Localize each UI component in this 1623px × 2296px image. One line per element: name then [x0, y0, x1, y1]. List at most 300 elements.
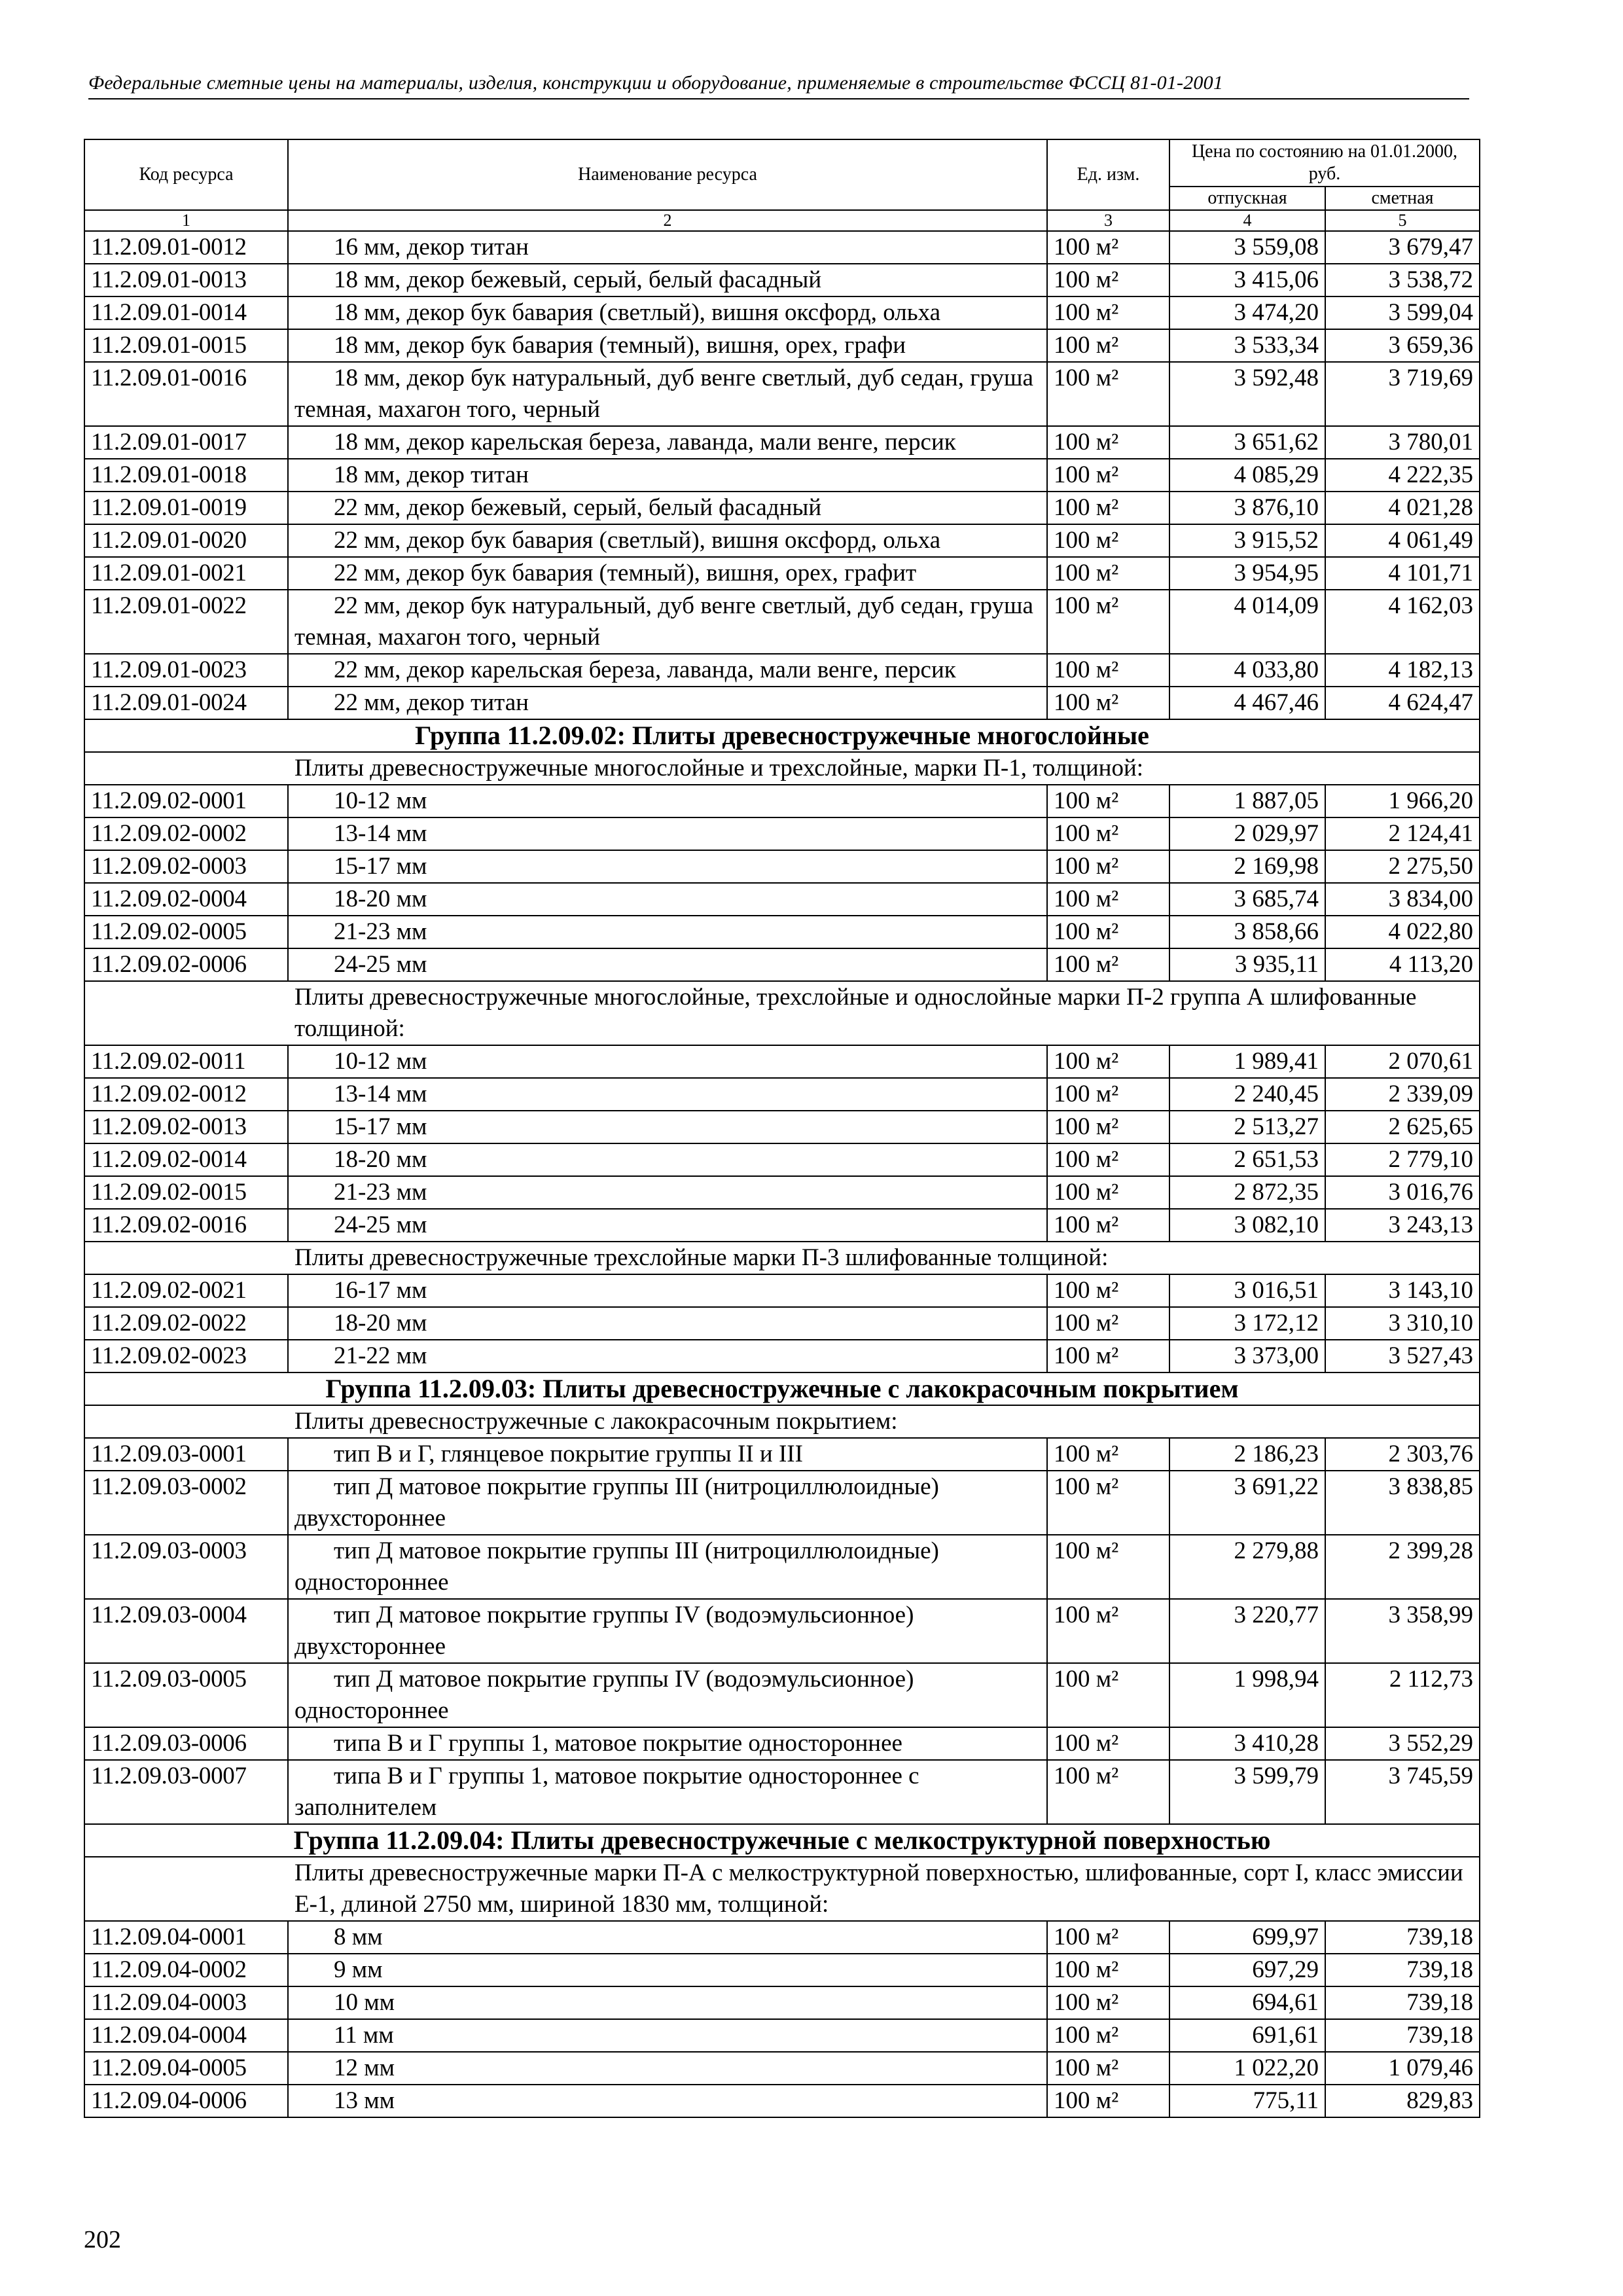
resource-name: [288, 1307, 1047, 1340]
resource-name-text: 18 мм, декор бук натуральный, дуб венге светлый, дуб седан, груша темная, махагон того, черный: [294, 364, 1033, 423]
unit: 100 м²: [1047, 850, 1169, 883]
resource-name: [288, 883, 1047, 916]
resource-code: 11.2.09.04-0001: [84, 1921, 288, 1954]
release-price: 2 651,53: [1169, 1143, 1325, 1176]
release-price: 3 474,20: [1169, 296, 1325, 329]
resource-code: 11.2.09.01-0020: [84, 524, 288, 557]
resource-name-text: тип Д матовое покрытие группы IV (водоэмульсионное) двухстороннее: [294, 1601, 914, 1660]
resource-name-text: 10 мм: [334, 1988, 395, 2016]
estimate-price: 4 061,49: [1325, 524, 1480, 557]
release-price: 3 858,66: [1169, 916, 1325, 948]
resource-name-text: 22 мм, декор титан: [334, 689, 529, 716]
resource-code: 11.2.09.01-0013: [84, 264, 288, 296]
table-row: [84, 883, 1480, 916]
subheading-row: [84, 1242, 1480, 1274]
estimate-price: 2 779,10: [1325, 1143, 1480, 1176]
resource-code: 11.2.09.02-0021: [84, 1274, 288, 1307]
group-heading-row: [84, 1372, 1480, 1405]
resource-code: 11.2.09.01-0015: [84, 329, 288, 362]
resource-code: 11.2.09.04-0006: [84, 2085, 288, 2117]
resource-code: 11.2.09.01-0022: [84, 590, 288, 654]
table-row: [84, 817, 1480, 850]
resource-code: 11.2.09.02-0015: [84, 1176, 288, 1209]
table-row: [84, 916, 1480, 948]
table-row: [84, 850, 1480, 883]
estimate-price: 739,18: [1325, 1921, 1480, 1954]
resource-code: 11.2.09.04-0004: [84, 2019, 288, 2052]
unit: 100 м²: [1047, 1471, 1169, 1535]
resource-code: 11.2.09.01-0014: [84, 296, 288, 329]
group-heading: Группа 11.2.09.02: Плиты древесностружечные многослойные: [84, 719, 1480, 752]
table-row: [84, 362, 1480, 426]
estimate-price: 739,18: [1325, 1954, 1480, 1986]
table-row: [84, 557, 1480, 590]
resource-name: [288, 654, 1047, 687]
estimate-price: 3 552,29: [1325, 1727, 1480, 1760]
estimate-price: 829,83: [1325, 2085, 1480, 2117]
resource-code: 11.2.09.02-0006: [84, 948, 288, 981]
release-price: 3 415,06: [1169, 264, 1325, 296]
release-price: 4 033,80: [1169, 654, 1325, 687]
estimate-price: 3 538,72: [1325, 264, 1480, 296]
table-row: [84, 1921, 1480, 1954]
unit: 100 м²: [1047, 687, 1169, 719]
resource-code: 11.2.09.04-0005: [84, 2052, 288, 2085]
resource-code: 11.2.09.01-0018: [84, 459, 288, 492]
resource-name-text: типа В и Г группы 1, матовое покрытие одностороннее с заполнителем: [294, 1762, 919, 1821]
table-row: [84, 2019, 1480, 2052]
table-row: [84, 1045, 1480, 1078]
estimate-price: 4 624,47: [1325, 687, 1480, 719]
unit: 100 м²: [1047, 785, 1169, 817]
estimate-price: 3 358,99: [1325, 1599, 1480, 1663]
unit: 100 м²: [1047, 1663, 1169, 1727]
resource-name-text: 22 мм, декор бежевый, серый, белый фасадный: [334, 493, 822, 521]
subheading-row: [84, 1405, 1480, 1438]
estimate-price: 4 021,28: [1325, 492, 1480, 524]
unit: 100 м²: [1047, 1209, 1169, 1242]
estimate-price: 3 745,59: [1325, 1760, 1480, 1824]
page-number: 202: [84, 2226, 121, 2253]
resource-code: 11.2.09.02-0005: [84, 916, 288, 948]
resource-code: 11.2.09.03-0002: [84, 1471, 288, 1535]
resource-name: [288, 524, 1047, 557]
unit: 100 м²: [1047, 1340, 1169, 1372]
resource-code: 11.2.09.02-0001: [84, 785, 288, 817]
unit: 100 м²: [1047, 296, 1169, 329]
resource-name-text: 22 мм, декор карельская береза, лаванда, мали венге, персик: [334, 656, 956, 683]
resource-name-text: 16 мм, декор титан: [334, 233, 529, 260]
table-row: [84, 329, 1480, 362]
unit: 100 м²: [1047, 459, 1169, 492]
release-price: 1 998,94: [1169, 1663, 1325, 1727]
subheading: Плиты древесностружечные с лакокрасочным покрытием:: [84, 1405, 1480, 1438]
unit: 100 м²: [1047, 231, 1169, 264]
estimate-price: 3 310,10: [1325, 1307, 1480, 1340]
estimate-price: 2 303,76: [1325, 1438, 1480, 1471]
table-row: [84, 1438, 1480, 1471]
unit: 100 м²: [1047, 1143, 1169, 1176]
resource-name-text: 18 мм, декор титан: [334, 461, 529, 488]
unit: 100 м²: [1047, 1111, 1169, 1143]
group-heading-row: [84, 1824, 1480, 1857]
table-row: [84, 1274, 1480, 1307]
estimate-price: 3 719,69: [1325, 362, 1480, 426]
resource-name: [288, 492, 1047, 524]
resource-name-text: 22 мм, декор бук бавария (темный), вишня, орех, графит: [334, 559, 917, 586]
table-body: [84, 231, 1480, 2117]
resource-name-text: 9 мм: [334, 1956, 383, 1983]
estimate-price: 3 834,00: [1325, 883, 1480, 916]
unit: 100 м²: [1047, 2052, 1169, 2085]
release-price: 2 872,35: [1169, 1176, 1325, 1209]
price-table: [84, 139, 1480, 2118]
resource-name: [288, 2052, 1047, 2085]
release-price: 3 651,62: [1169, 426, 1325, 459]
estimate-price: 4 113,20: [1325, 948, 1480, 981]
unit: 100 м²: [1047, 1045, 1169, 1078]
resource-name-text: тип Д матовое покрытие группы IV (водоэмульсионное) одностороннее: [294, 1665, 914, 1724]
estimate-price: 2 070,61: [1325, 1045, 1480, 1078]
unit: 100 м²: [1047, 1599, 1169, 1663]
resource-name-text: 18-20 мм: [334, 1145, 427, 1173]
resource-name-text: 22 мм, декор бук натуральный, дуб венге светлый, дуб седан, груша темная, махагон того, черный: [294, 592, 1033, 651]
estimate-price: 1 966,20: [1325, 785, 1480, 817]
column-header-code: Код ресурса: [84, 139, 288, 210]
table-row: [84, 1143, 1480, 1176]
release-price: 2 513,27: [1169, 1111, 1325, 1143]
group-heading-row: [84, 719, 1480, 752]
estimate-price: 3 143,10: [1325, 1274, 1480, 1307]
unit: 100 м²: [1047, 1274, 1169, 1307]
resource-name: [288, 590, 1047, 654]
estimate-price: 3 243,13: [1325, 1209, 1480, 1242]
resource-name-text: 15-17 мм: [334, 852, 427, 880]
estimate-price: 3 016,76: [1325, 1176, 1480, 1209]
table-row: [84, 654, 1480, 687]
resource-name-text: 15-17 мм: [334, 1113, 427, 1140]
estimate-price: 3 780,01: [1325, 426, 1480, 459]
estimate-price: 3 838,85: [1325, 1471, 1480, 1535]
resource-code: 11.2.09.02-0012: [84, 1078, 288, 1111]
resource-name: [288, 426, 1047, 459]
resource-name: [288, 1471, 1047, 1535]
table-row: [84, 231, 1480, 264]
resource-name-text: 13-14 мм: [334, 1080, 427, 1107]
table-row: [84, 1111, 1480, 1143]
table-row: [84, 492, 1480, 524]
resource-name-text: 13 мм: [334, 2087, 395, 2114]
release-price: 775,11: [1169, 2085, 1325, 2117]
resource-name: [288, 1663, 1047, 1727]
unit: 100 м²: [1047, 329, 1169, 362]
resource-code: 11.2.09.01-0021: [84, 557, 288, 590]
release-price: 3 016,51: [1169, 1274, 1325, 1307]
table-row: [84, 1176, 1480, 1209]
resource-name-text: 12 мм: [334, 2054, 395, 2081]
unit: 100 м²: [1047, 1535, 1169, 1599]
resource-name-text: тип Д матовое покрытие группы III (нитроциллюлоидные) двухстороннее: [294, 1473, 939, 1532]
release-price: 3 691,22: [1169, 1471, 1325, 1535]
resource-name: [288, 1209, 1047, 1242]
table-row: [84, 1535, 1480, 1599]
resource-name: [288, 916, 1047, 948]
resource-name: [288, 1274, 1047, 1307]
release-price: 2 240,45: [1169, 1078, 1325, 1111]
unit: 100 м²: [1047, 817, 1169, 850]
resource-code: 11.2.09.01-0012: [84, 231, 288, 264]
subheading-row: [84, 981, 1480, 1045]
table-row: [84, 426, 1480, 459]
release-price: 4 085,29: [1169, 459, 1325, 492]
release-price: 1 989,41: [1169, 1045, 1325, 1078]
unit: 100 м²: [1047, 1307, 1169, 1340]
estimate-price: 2 124,41: [1325, 817, 1480, 850]
resource-name: [288, 459, 1047, 492]
resource-name: [288, 1727, 1047, 1760]
resource-code: 11.2.09.03-0003: [84, 1535, 288, 1599]
resource-name: [288, 2085, 1047, 2117]
resource-name-text: 24-25 мм: [334, 1211, 427, 1238]
resource-name-text: 18 мм, декор бук бавария (светлый), вишня оксфорд, ольха: [334, 298, 941, 326]
table-row: [84, 687, 1480, 719]
resource-name: [288, 1111, 1047, 1143]
estimate-price: 2 112,73: [1325, 1663, 1480, 1727]
table-header: [84, 139, 1480, 231]
resource-name: [288, 817, 1047, 850]
resource-name: [288, 362, 1047, 426]
subheading: Плиты древесностружечные трехслойные марки П-3 шлифованные толщиной:: [84, 1242, 1480, 1274]
table-row: [84, 2052, 1480, 2085]
resource-code: 11.2.09.01-0016: [84, 362, 288, 426]
subheading: Плиты древесностружечные многослойные и трехслойные, марки П-1, толщиной:: [84, 752, 1480, 785]
resource-name: [288, 785, 1047, 817]
column-header-price: Цена по состоянию на 01.01.2000, руб.: [1169, 139, 1480, 187]
resource-name: [288, 1954, 1047, 1986]
resource-code: 11.2.09.02-0002: [84, 817, 288, 850]
release-price: 694,61: [1169, 1986, 1325, 2019]
unit: 100 м²: [1047, 1176, 1169, 1209]
resource-name: [288, 1078, 1047, 1111]
unit: 100 м²: [1047, 1078, 1169, 1111]
resource-name-text: 18 мм, декор карельская береза, лаванда, мали венге, персик: [334, 428, 956, 456]
unit: 100 м²: [1047, 1986, 1169, 2019]
running-header: Федеральные сметные цены на материалы, изделия, конструкции и оборудование, применяемые в строительстве ФССЦ 81-01-2001: [88, 72, 1469, 99]
table-row: [84, 1307, 1480, 1340]
estimate-price: 3 659,36: [1325, 329, 1480, 362]
resource-name: [288, 1535, 1047, 1599]
table-row: [84, 459, 1480, 492]
resource-code: 11.2.09.02-0011: [84, 1045, 288, 1078]
column-header-unit: Ед. изм.: [1047, 139, 1169, 210]
unit: 100 м²: [1047, 1921, 1169, 1954]
column-header-estimate-price: сметная: [1325, 187, 1480, 210]
column-number: 1: [84, 210, 288, 231]
resource-code: 11.2.09.02-0004: [84, 883, 288, 916]
resource-code: 11.2.09.01-0023: [84, 654, 288, 687]
subheading: Плиты древесностружечные марки П-А с мелкоструктурной поверхностью, шлифованные, сорт I, класс эмиссии Е-1, длиной 2750 мм, шириной 1830 мм, толщиной:: [84, 1857, 1480, 1921]
resource-name-text: 8 мм: [334, 1923, 383, 1950]
unit: 100 м²: [1047, 1760, 1169, 1824]
table-row: [84, 1471, 1480, 1535]
estimate-price: 4 162,03: [1325, 590, 1480, 654]
resource-code: 11.2.09.03-0005: [84, 1663, 288, 1727]
table-row: [84, 2085, 1480, 2117]
release-price: 2 186,23: [1169, 1438, 1325, 1471]
resource-name-text: 18-20 мм: [334, 1309, 427, 1336]
table-row: [84, 1209, 1480, 1242]
release-price: 1 887,05: [1169, 785, 1325, 817]
resource-name: [288, 557, 1047, 590]
estimate-price: 739,18: [1325, 2019, 1480, 2052]
table-row: [84, 590, 1480, 654]
unit: 100 м²: [1047, 883, 1169, 916]
resource-code: 11.2.09.01-0019: [84, 492, 288, 524]
release-price: 4 467,46: [1169, 687, 1325, 719]
resource-name-text: 10-12 мм: [334, 1047, 427, 1075]
release-price: 3 592,48: [1169, 362, 1325, 426]
group-heading: Группа 11.2.09.03: Плиты древесностружечные с лакокрасочным покрытием: [84, 1372, 1480, 1405]
table-row: [84, 1986, 1480, 2019]
resource-name: [288, 1340, 1047, 1372]
resource-name: [288, 1921, 1047, 1954]
estimate-price: 3 599,04: [1325, 296, 1480, 329]
unit: 100 м²: [1047, 264, 1169, 296]
unit: 100 м²: [1047, 654, 1169, 687]
resource-code: 11.2.09.03-0006: [84, 1727, 288, 1760]
resource-name-text: 22 мм, декор бук бавария (светлый), вишня оксфорд, ольха: [334, 526, 941, 554]
resource-name-text: 13-14 мм: [334, 819, 427, 847]
resource-name-text: 18-20 мм: [334, 885, 427, 912]
resource-code: 11.2.09.03-0001: [84, 1438, 288, 1471]
estimate-price: 4 022,80: [1325, 916, 1480, 948]
release-price: 2 279,88: [1169, 1535, 1325, 1599]
table-row: [84, 1599, 1480, 1663]
subheading-row: [84, 752, 1480, 785]
resource-name-text: 18 мм, декор бежевый, серый, белый фасадный: [334, 266, 822, 293]
resource-name: [288, 231, 1047, 264]
release-price: 3 685,74: [1169, 883, 1325, 916]
resource-name-text: тип Д матовое покрытие группы III (нитроциллюлоидные) одностороннее: [294, 1537, 939, 1596]
table-row: [84, 1340, 1480, 1372]
resource-code: 11.2.09.03-0004: [84, 1599, 288, 1663]
table-row: [84, 524, 1480, 557]
resource-name-text: 21-23 мм: [334, 1178, 427, 1206]
resource-code: 11.2.09.02-0013: [84, 1111, 288, 1143]
release-price: 699,97: [1169, 1921, 1325, 1954]
resource-name-text: тип В и Г, глянцевое покрытие группы II и III: [334, 1440, 803, 1467]
table-row: [84, 1078, 1480, 1111]
estimate-price: 2 399,28: [1325, 1535, 1480, 1599]
unit: 100 м²: [1047, 916, 1169, 948]
resource-name: [288, 2019, 1047, 2052]
release-price: 3 954,95: [1169, 557, 1325, 590]
resource-name: [288, 1045, 1047, 1078]
table-row: [84, 264, 1480, 296]
release-price: 691,61: [1169, 2019, 1325, 2052]
resource-name: [288, 329, 1047, 362]
column-header-name: Наименование ресурса: [288, 139, 1047, 210]
resource-name: [288, 1143, 1047, 1176]
resource-name: [288, 687, 1047, 719]
release-price: 3 599,79: [1169, 1760, 1325, 1824]
release-price: 3 373,00: [1169, 1340, 1325, 1372]
unit: 100 м²: [1047, 1727, 1169, 1760]
estimate-price: 739,18: [1325, 1986, 1480, 2019]
unit: 100 м²: [1047, 524, 1169, 557]
release-price: 2 029,97: [1169, 817, 1325, 850]
resource-name: [288, 1176, 1047, 1209]
resource-name-text: 11 мм: [334, 2021, 394, 2049]
estimate-price: 3 527,43: [1325, 1340, 1480, 1372]
estimate-price: 3 679,47: [1325, 231, 1480, 264]
release-price: 3 220,77: [1169, 1599, 1325, 1663]
resource-name: [288, 1599, 1047, 1663]
release-price: 4 014,09: [1169, 590, 1325, 654]
unit: 100 м²: [1047, 948, 1169, 981]
table-row: [84, 1727, 1480, 1760]
unit: 100 м²: [1047, 492, 1169, 524]
unit: 100 м²: [1047, 1954, 1169, 1986]
unit: 100 м²: [1047, 2019, 1169, 2052]
resource-code: 11.2.09.04-0003: [84, 1986, 288, 2019]
estimate-price: 4 222,35: [1325, 459, 1480, 492]
subheading: Плиты древесностружечные многослойные, трехслойные и однослойные марки П-2 группа А шлифованные толщиной:: [84, 981, 1480, 1045]
resource-name: [288, 850, 1047, 883]
column-number: 3: [1047, 210, 1169, 231]
resource-name-text: 16-17 мм: [334, 1276, 427, 1304]
unit: 100 м²: [1047, 1438, 1169, 1471]
resource-code: 11.2.09.02-0016: [84, 1209, 288, 1242]
release-price: 2 169,98: [1169, 850, 1325, 883]
table-row: [84, 1954, 1480, 1986]
release-price: 3 082,10: [1169, 1209, 1325, 1242]
release-price: 3 533,34: [1169, 329, 1325, 362]
resource-code: 11.2.09.03-0007: [84, 1760, 288, 1824]
resource-name: [288, 264, 1047, 296]
release-price: 3 172,12: [1169, 1307, 1325, 1340]
release-price: 3 915,52: [1169, 524, 1325, 557]
table-row: [84, 948, 1480, 981]
unit: 100 м²: [1047, 426, 1169, 459]
table-row: [84, 296, 1480, 329]
release-price: 1 022,20: [1169, 2052, 1325, 2085]
resource-name-text: 10-12 мм: [334, 787, 427, 814]
resource-name-text: 18 мм, декор бук бавария (темный), вишня, орех, графи: [334, 331, 906, 359]
estimate-price: 2 625,65: [1325, 1111, 1480, 1143]
group-heading: Группа 11.2.09.04: Плиты древесностружечные с мелкоструктурной поверхностью: [84, 1824, 1480, 1857]
resource-code: 11.2.09.02-0023: [84, 1340, 288, 1372]
unit: 100 м²: [1047, 590, 1169, 654]
table-row: [84, 1760, 1480, 1824]
table-row: [84, 1663, 1480, 1727]
resource-code: 11.2.09.01-0017: [84, 426, 288, 459]
table-row: [84, 785, 1480, 817]
release-price: 697,29: [1169, 1954, 1325, 1986]
resource-name: [288, 948, 1047, 981]
resource-name: [288, 1986, 1047, 2019]
estimate-price: 2 339,09: [1325, 1078, 1480, 1111]
column-number: 4: [1169, 210, 1325, 231]
resource-name-text: 21-22 мм: [334, 1342, 427, 1369]
column-header-release-price: отпускная: [1169, 187, 1325, 210]
resource-name: [288, 1760, 1047, 1824]
release-price: 3 410,28: [1169, 1727, 1325, 1760]
resource-name: [288, 296, 1047, 329]
unit: 100 м²: [1047, 362, 1169, 426]
resource-code: 11.2.09.01-0024: [84, 687, 288, 719]
estimate-price: 1 079,46: [1325, 2052, 1480, 2085]
